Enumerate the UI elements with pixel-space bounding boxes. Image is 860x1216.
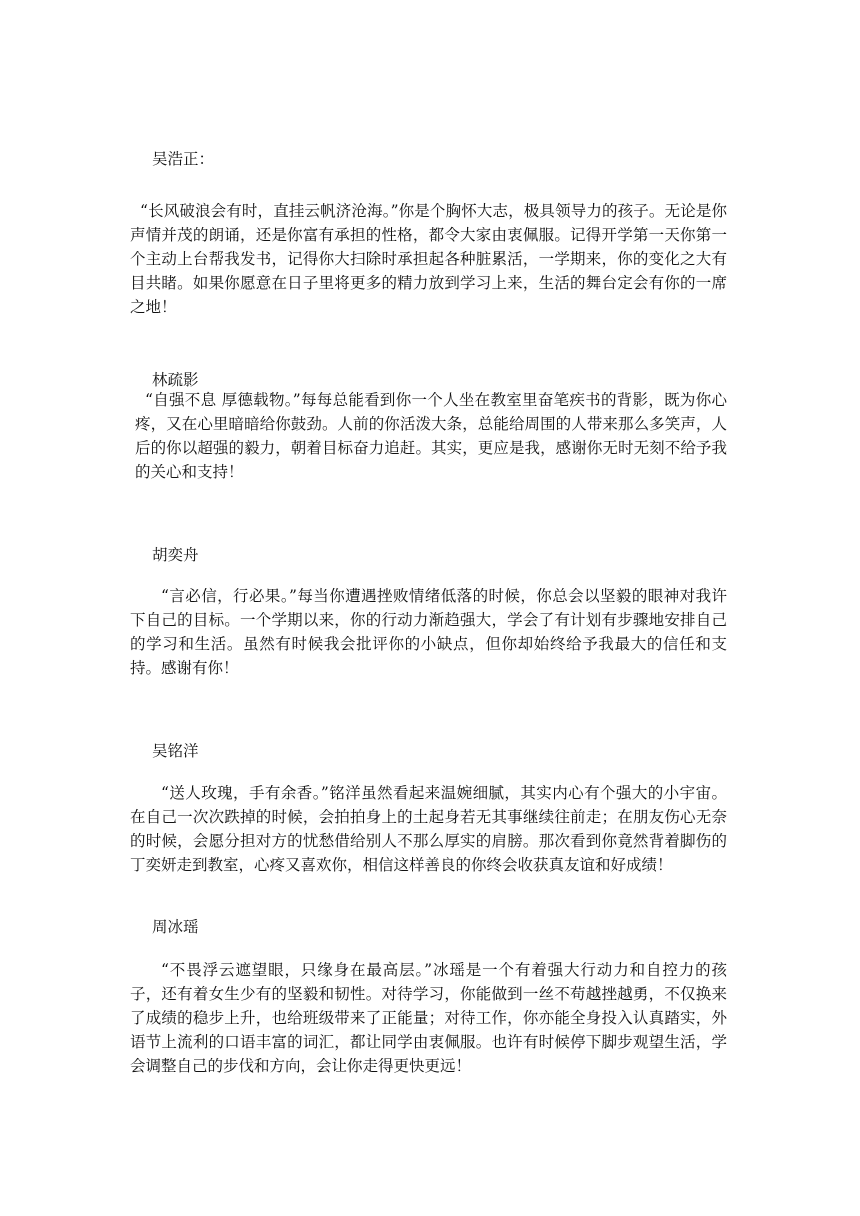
comment-paragraph: “长风破浪会有时，直挂云帆济沧海。”你是个胸怀大志，极具领导力的孩子。无论是你声情并茂的朗诵，还是你富有承担的性格，都令大家由衷佩服。记得开学第一天你第一个主动上台帮我发书，记得你大扫除时承担起各种脏累活，一学期来，你的变化之大有目共睹。如果你愿意在日子里将更多的精力放到学习上来，生活的舞台定会有你的一席之地！	[130, 202, 727, 316]
student-name: 吴铭洋	[152, 742, 199, 760]
comment-paragraph: “送人玫瑰，手有余香。”铭洋虽然看起来温婉细腻，其实内心有个强大的小宇宙。在自己一次次跌掉的时候，会拍拍身上的土起身若无其事继续往前走；在朋友伤心无奈的时候，会愿分担对方的忧愁借给别人不那么厚实的肩膀。那次看到你竟然背着脚伤的丁奕妍走到教室，心疼又喜欢你，相信这样善良的你终会收获真友谊和好成绩！	[130, 784, 727, 874]
student-name: 周冰瑶	[152, 918, 199, 936]
comment-paragraph: “言必信，行必果。”每当你遭遇挫败情绪低落的时候，你总会以坚毅的眼神对我许下自己的目标。一个学期以来，你的行动力渐趋强大，学会了有计划有步骤地安排自己的学习和生活。虽然有时候我会批评你的小缺点，但你却始终给予我最大的信任和支持。感谢有你！	[130, 587, 727, 677]
student-name: 林疏影	[152, 371, 199, 389]
student-name: 吴浩正：	[152, 150, 215, 168]
comment-paragraph: “不畏浮云遮望眼，只缘身在最高层。”冰瑶是一个有着强大行动力和自控力的孩子，还有着女生少有的坚毅和韧性。对待学习，你能做到一丝不苟越挫越勇，不仅换来了成绩的稳步上升，也给班级带来了正能量；对待工作，你亦能全身投入认真踏实，外语节上流利的口语丰富的词汇，都让同学由衷佩服。也许有时候停下脚步观望生活，学会调整自己的步伐和方向，会让你走得更快更远！	[130, 961, 727, 1075]
student-name: 胡奕舟	[152, 546, 199, 564]
comment-paragraph: “自强不息 厚德载物。”每每总能看到你一个人坐在教室里奋笔疾书的背影，既为你心疼，又在心里暗暗给你鼓劲。人前的你活泼大条，总能给周围的人带来那么多笑声，人后的你以超强的毅力，朝着目标奋力追赶。其实，更应是我，感谢你无时无刻不给予我的关心和支持！	[135, 391, 727, 481]
